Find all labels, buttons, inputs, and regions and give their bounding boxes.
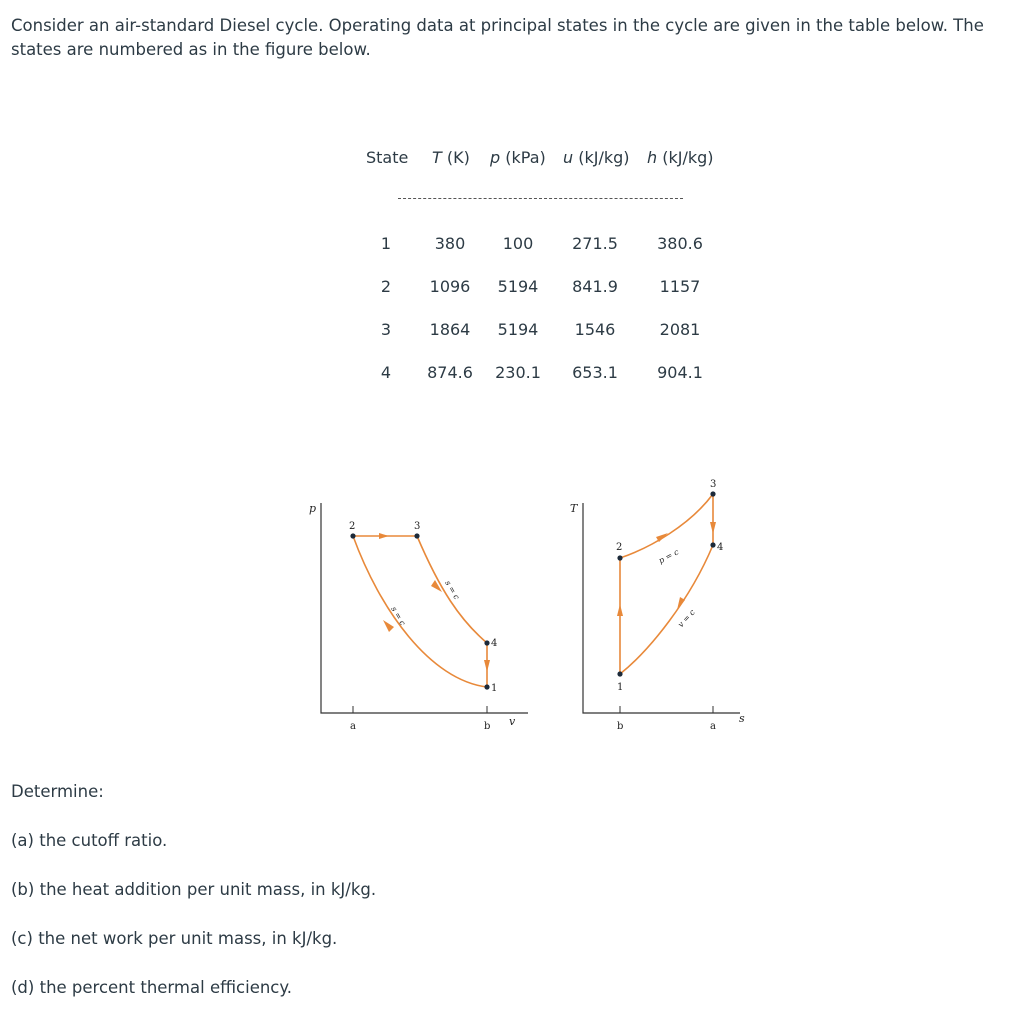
pv-x-axis-label: v xyxy=(509,715,516,728)
ts-label-3: 3 xyxy=(710,479,717,490)
row-4-state: 4 xyxy=(380,363,392,382)
question-d: (d) the percent thermal efficiency. xyxy=(11,978,293,997)
row-2-u: 841.9 xyxy=(572,277,618,296)
row-2-h: 1157 xyxy=(659,277,701,296)
row-3-u: 1546 xyxy=(574,320,616,339)
header-internal-energy: u (kJ/kg) xyxy=(563,148,630,167)
ts-point-3 xyxy=(710,491,715,496)
row-4-h: 904.1 xyxy=(657,363,703,382)
row-4-p: 230.1 xyxy=(495,363,541,382)
ts-tick-a: a xyxy=(710,721,716,732)
ts-tick-b: b xyxy=(617,721,624,732)
ts-y-axis-label: T xyxy=(570,502,578,515)
pv-tick-b: b xyxy=(484,721,491,732)
table-divider xyxy=(398,198,683,199)
row-2-p: 5194 xyxy=(497,277,539,296)
question-a: (a) the cutoff ratio. xyxy=(11,831,168,850)
row-4-u: 653.1 xyxy=(572,363,618,382)
ts-constant-pressure-label: p = c xyxy=(657,547,681,566)
row-3-state: 3 xyxy=(380,320,392,339)
header-state: State xyxy=(366,148,409,167)
row-1-state: 1 xyxy=(380,234,392,253)
pv-label-1: 1 xyxy=(491,683,498,694)
ts-label-1: 1 xyxy=(617,682,624,693)
pv-isentropic-label-expansion: s = c xyxy=(443,579,462,602)
row-1-T: 380 xyxy=(434,234,466,253)
pv-diagram xyxy=(309,502,528,732)
ts-diagram xyxy=(570,479,745,732)
question-b: (b) the heat addition per unit mass, in kJ/kg. xyxy=(11,880,377,899)
diesel-cycle-diagrams xyxy=(300,470,760,740)
row-3-p: 5194 xyxy=(497,320,539,339)
question-c: (c) the net work per unit mass, in kJ/kg. xyxy=(11,929,338,948)
pv-point-2 xyxy=(350,533,355,538)
pv-isentropic-label-compression: s = c xyxy=(389,605,408,628)
problem-statement: Consider an air-standard Diesel cycle. Operating data at principal states in the cycle are given in the table below. The states are numbered as in the figure below. xyxy=(11,16,984,59)
header-enthalpy: h (kJ/kg) xyxy=(647,148,714,167)
row-2-state: 2 xyxy=(380,277,392,296)
pv-tick-a: a xyxy=(350,721,356,732)
row-1-u: 271.5 xyxy=(572,234,618,253)
ts-process-2-3 xyxy=(620,494,713,558)
ts-constant-volume-label: v = c xyxy=(676,607,697,630)
pv-point-3 xyxy=(414,533,419,538)
row-1-h: 380.6 xyxy=(657,234,703,253)
ts-process-4-1 xyxy=(620,545,713,674)
ts-point-2 xyxy=(617,555,622,560)
row-3-h: 2081 xyxy=(659,320,701,339)
pv-process-1-2 xyxy=(353,536,487,687)
pv-y-axis-label: p xyxy=(309,502,317,515)
row-4-T: 874.6 xyxy=(427,363,473,382)
header-temperature: T (K) xyxy=(432,148,470,167)
determine-heading: Determine: xyxy=(11,782,104,801)
row-2-T: 1096 xyxy=(429,277,471,296)
pv-point-4 xyxy=(484,640,489,645)
pv-label-4: 4 xyxy=(491,638,498,649)
ts-point-4 xyxy=(710,542,715,547)
row-3-T: 1864 xyxy=(429,320,471,339)
ts-axes xyxy=(583,503,740,713)
ts-x-axis-label: s xyxy=(739,712,745,725)
row-1-p: 100 xyxy=(502,234,534,253)
ts-label-4: 4 xyxy=(717,542,724,553)
header-pressure: p (kPa) xyxy=(490,148,546,167)
pv-label-3: 3 xyxy=(414,521,421,532)
pv-point-1 xyxy=(484,684,489,689)
ts-point-1 xyxy=(617,671,622,676)
ts-label-2: 2 xyxy=(616,542,623,553)
pv-label-2: 2 xyxy=(349,521,356,532)
